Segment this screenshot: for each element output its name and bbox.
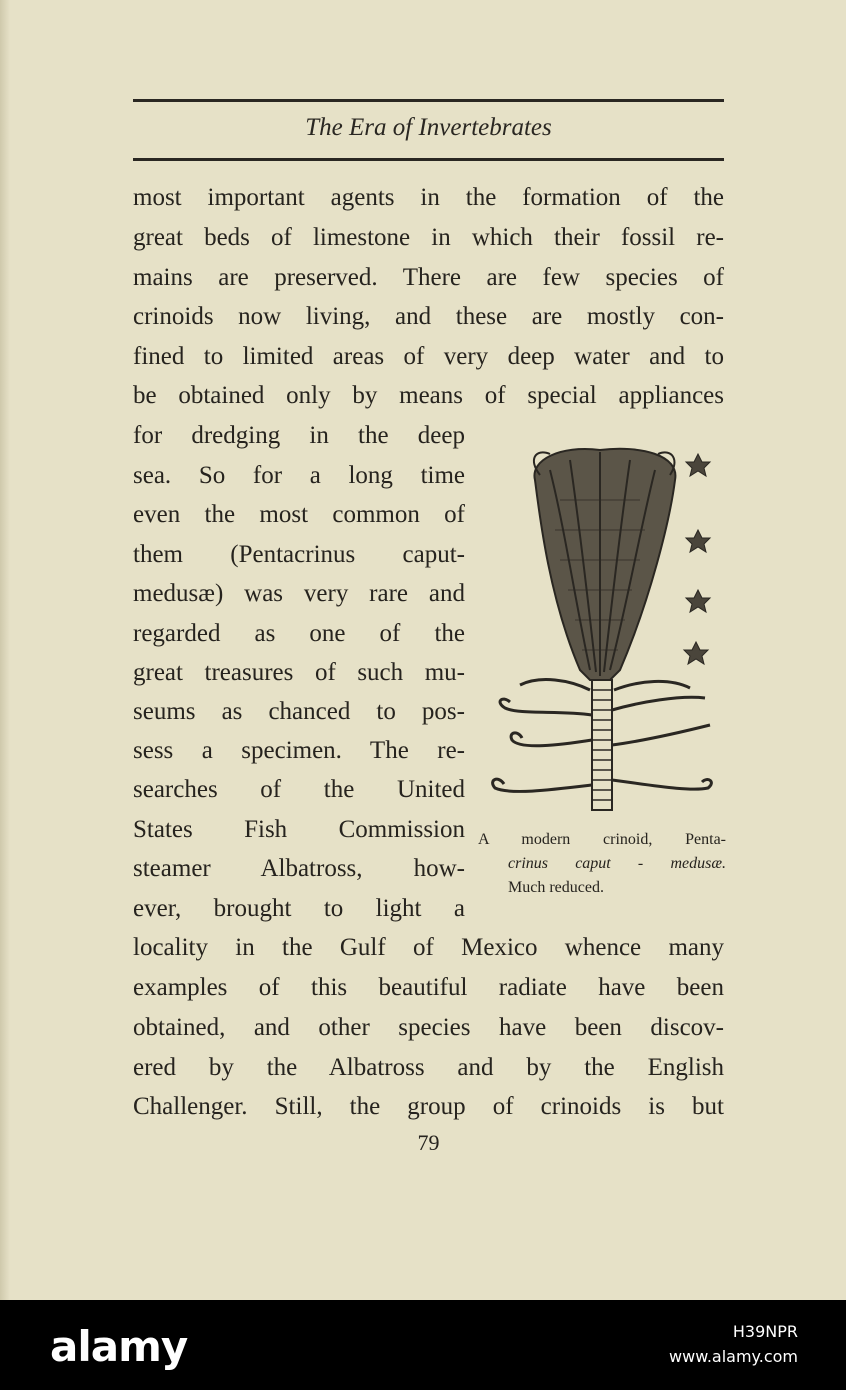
body-line: examples of this beautiful radiate have been [133, 974, 724, 1001]
alamy-logo: alamy [50, 1322, 188, 1371]
wrapped-line: great treasures of such mu- [133, 659, 465, 686]
body-line: ered by the Albatross and by the English [133, 1054, 724, 1081]
body-line: crinoids now living, and these are mostly con- [133, 303, 724, 330]
body-line: obtained, and other species have been discov- [133, 1014, 724, 1041]
watermark-url: www.alamy.com [669, 1347, 798, 1366]
wrapped-line: medusæ) was very rare and [133, 580, 465, 607]
page-number: 79 [417, 1130, 440, 1155]
figure-caption-line: A modern crinoid, Penta- [478, 831, 726, 848]
wrapped-line: regarded as one of the [133, 620, 465, 647]
image-id: H39NPR [732, 1322, 798, 1341]
wrapped-line: seums as chanced to pos- [133, 698, 465, 725]
body-line: mains are preserved. There are few species of [133, 264, 724, 291]
wrapped-line: them (Pentacrinus caput- [133, 541, 465, 568]
wrapped-line: for dredging in the deep [133, 422, 465, 449]
wrapped-line: sess a specimen. The re- [133, 737, 465, 764]
running-head: The Era of Invertebrates [305, 114, 552, 141]
wrapped-line: ever, brought to light a [133, 895, 465, 922]
body-line: fined to limited areas of very deep water and to [133, 343, 724, 370]
body-line: great beds of limestone in which their fossil re- [133, 224, 724, 251]
header-rule-top [133, 99, 724, 102]
body-line: locality in the Gulf of Mexico whence many [133, 934, 724, 961]
body-line: Challenger. Still, the group of crinoids is but [133, 1093, 724, 1120]
wrapped-line: States Fish Commission [133, 816, 465, 843]
figure-caption-line: Much reduced. [508, 879, 604, 896]
header-rule-bottom [133, 158, 724, 161]
wrapped-line: searches of the United [133, 776, 465, 803]
wrapped-line: sea. So for a long time [133, 462, 465, 489]
body-line: be obtained only by means of special appliances [133, 382, 724, 409]
wrapped-line: steamer Albatross, how- [133, 855, 465, 882]
body-line: most important agents in the formation of the [133, 184, 724, 211]
figure-caption-line: crinus caput - medusæ. [508, 855, 726, 872]
page-edge-shadow [0, 0, 10, 1300]
crinoid-illustration [480, 440, 726, 820]
wrapped-line: even the most common of [133, 501, 465, 528]
